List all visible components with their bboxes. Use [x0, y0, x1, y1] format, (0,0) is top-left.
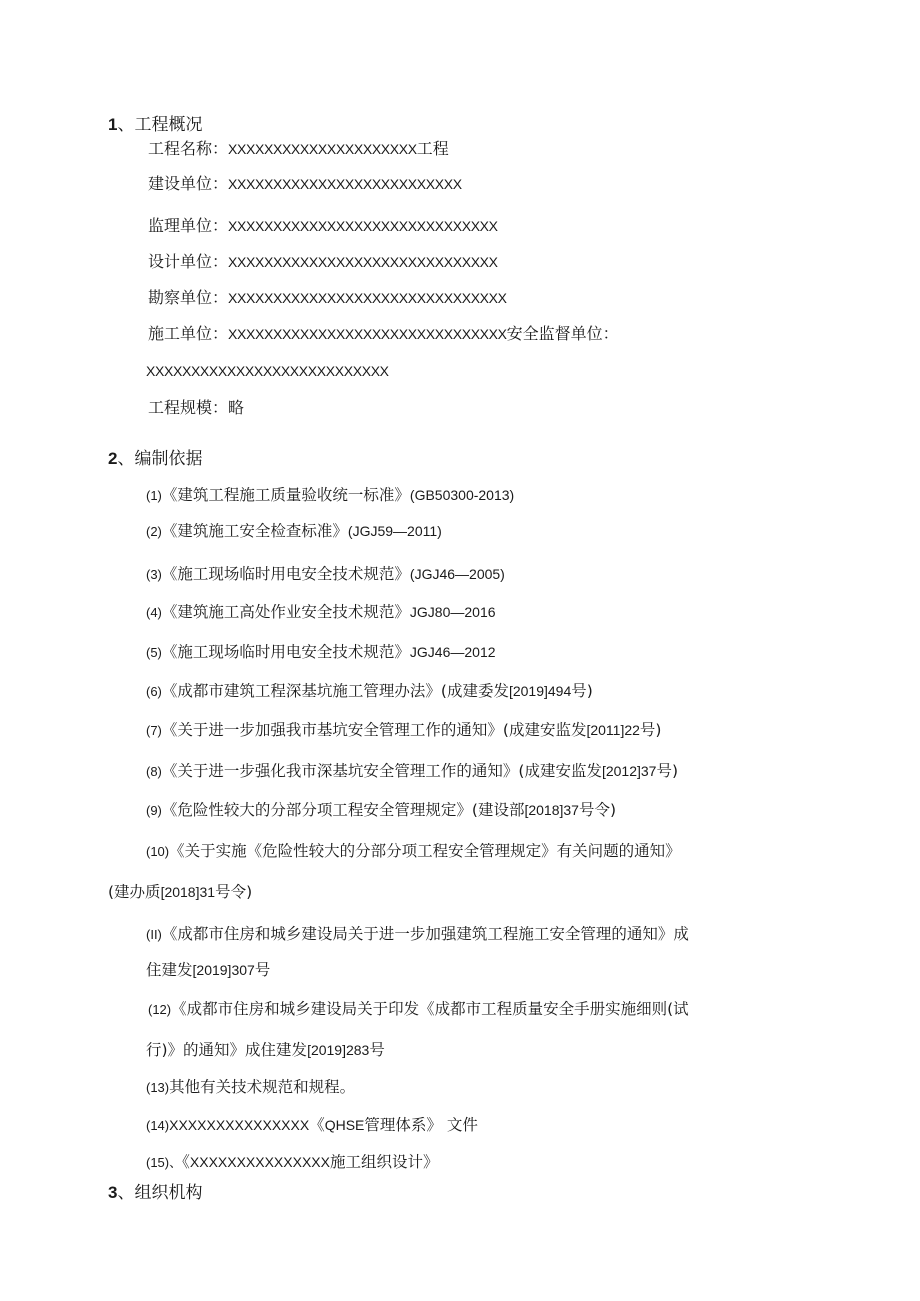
reference-continuation	[146, 960, 270, 980]
reference-title: 《关于进一步加强我市基坑安全管理工作的通知》(成建安监发	[161, 721, 587, 739]
reference-title: 《建筑施工高处作业安全技术规范》	[161, 603, 410, 621]
reference-title: 《建筑施工安全检查标准》	[161, 522, 348, 540]
designer-value: XXXXXXXXXXXXXXXXXXXXXXXXXXXXXX	[228, 254, 498, 270]
reference-item	[146, 841, 681, 862]
reference-title: 《施工现场临时用电安全技术规范》	[161, 565, 410, 583]
scale-value: 略	[228, 398, 245, 417]
reference-item	[146, 720, 661, 741]
section-number: 2	[108, 449, 118, 468]
section-separator: 、	[117, 1183, 135, 1203]
reference-tail: 号	[254, 961, 271, 979]
contractor-line	[148, 324, 619, 344]
reference-code: XXXXXXXXXXXXXXX	[189, 1154, 330, 1170]
reference-title: 其他有关技术规范和规程。	[169, 1078, 356, 1096]
reference-index: (4)	[146, 605, 162, 620]
survey-line	[148, 288, 507, 308]
section-title: 工程概况	[134, 115, 203, 135]
reference-tail: 施工组织设计》	[329, 1153, 439, 1171]
reference-tail: 号令)	[578, 801, 617, 819]
reference-item	[146, 924, 689, 945]
project-name-label: 工程名称：	[148, 139, 229, 158]
reference-index: (12)	[148, 1002, 172, 1017]
reference-item	[146, 800, 616, 821]
reference-title: 《成都市建筑工程深基坑施工管理办法》(成建委发	[161, 682, 509, 700]
section-number: 1	[108, 115, 118, 134]
reference-index: (9)	[146, 803, 162, 818]
reference-code: [2019]283	[307, 1042, 370, 1058]
safety-value-line	[146, 361, 389, 381]
builder-value: XXXXXXXXXXXXXXXXXXXXXXXXXX	[228, 176, 462, 192]
reference-tail: 号令)	[215, 883, 253, 901]
reference-title: 行)》的通知》成住建发	[146, 1041, 308, 1059]
reference-item	[146, 1152, 438, 1173]
section-separator: 、	[117, 449, 135, 469]
reference-index: (2)	[146, 524, 162, 539]
reference-title: 《关于进一步强化我市深基坑安全管理工作的通知》(成建安监发	[161, 762, 602, 780]
designer-line	[148, 252, 498, 272]
reference-title: 《危险性较大的分部分项工程安全管理规定》(建设部	[161, 801, 525, 819]
builder-label: 建设单位：	[148, 174, 229, 193]
reference-item	[146, 1115, 478, 1136]
reference-index: (13)	[146, 1080, 170, 1095]
section-title: 组织机构	[134, 1183, 203, 1203]
reference-title: 《建筑工程施工质量验收统一标准》	[161, 486, 410, 504]
safety-value: XXXXXXXXXXXXXXXXXXXXXXXXXXX	[146, 363, 389, 379]
reference-index: (3)	[146, 567, 162, 582]
reference-code: [2018]31	[160, 884, 216, 900]
project-name-value: XXXXXXXXXXXXXXXXXXXXX	[228, 141, 417, 157]
reference-index: (10)	[146, 844, 170, 859]
section-heading-overview	[108, 115, 202, 135]
reference-continuation	[108, 882, 252, 902]
section-heading-organization	[108, 1183, 202, 1203]
reference-code: [2012]37	[601, 763, 657, 779]
section-heading-basis	[108, 449, 202, 469]
reference-title: 《施工现场临时用电安全技术规范》	[161, 643, 410, 661]
reference-index: (15)、	[146, 1155, 183, 1170]
section-separator: 、	[117, 115, 135, 135]
reference-code: (JGJ59—2011)	[347, 523, 442, 539]
reference-tail: 管理体系》 文件	[364, 1116, 478, 1134]
reference-title: 住建发	[146, 961, 193, 979]
survey-label: 勘察单位：	[148, 288, 229, 307]
builder-line	[148, 174, 462, 194]
reference-title: 《成都市住房和城乡建设局关于进一步加强建筑工程施工安全管理的通知》成	[161, 925, 689, 943]
reference-item	[146, 521, 442, 542]
supervisor-label: 监理单位：	[148, 216, 229, 235]
reference-item	[146, 681, 593, 702]
reference-tail: 号)	[639, 721, 662, 739]
reference-continuation	[146, 1040, 385, 1060]
reference-item	[146, 485, 514, 506]
reference-code: (JGJ46—2005)	[409, 566, 505, 582]
reference-code: [2011]22	[586, 722, 640, 738]
supervisor-line	[148, 216, 498, 236]
reference-item	[146, 602, 496, 623]
safety-label: 安全监督单位：	[506, 324, 619, 343]
reference-index: (5)	[146, 645, 162, 660]
reference-title: (建办质	[108, 883, 161, 901]
reference-index: (II)	[146, 927, 162, 942]
reference-index: (6)	[146, 684, 162, 699]
reference-index: (8)	[146, 764, 162, 779]
project-name-line	[148, 139, 449, 159]
reference-code: JGJ80—2016	[409, 604, 496, 620]
reference-index: (7)	[146, 723, 162, 738]
reference-title: 《	[182, 1153, 190, 1171]
designer-label: 设计单位：	[148, 252, 229, 271]
reference-item	[146, 564, 505, 585]
reference-tail: 号	[369, 1041, 385, 1059]
reference-code-qhse: QHSE	[324, 1117, 365, 1133]
reference-code: [2018]37	[524, 802, 579, 818]
project-name-suffix: 工程	[416, 139, 449, 158]
supervisor-value: XXXXXXXXXXXXXXXXXXXXXXXXXXXXXX	[228, 218, 498, 234]
reference-item	[146, 761, 678, 782]
reference-code: XXXXXXXXXXXXXXX	[169, 1117, 310, 1133]
scale-label: 工程规模：	[148, 398, 229, 417]
reference-item	[146, 642, 496, 663]
reference-tail: 号)	[571, 682, 593, 700]
reference-code: (GB50300-2013)	[409, 487, 515, 503]
section-title: 编制依据	[134, 449, 203, 469]
reference-code: [2019]307	[192, 962, 255, 978]
scale-line	[148, 398, 244, 418]
reference-title: 《	[309, 1116, 325, 1134]
survey-value: XXXXXXXXXXXXXXXXXXXXXXXXXXXXXXX	[228, 290, 507, 306]
reference-tail: 号)	[656, 762, 679, 780]
contractor-label: 施工单位：	[148, 324, 229, 343]
reference-item	[148, 999, 689, 1020]
reference-code: JGJ46—2012	[409, 644, 496, 660]
reference-code: [2019]494	[508, 683, 572, 699]
reference-title: 《关于实施《危险性较大的分部分项工程安全管理规定》有关问题的通知》	[169, 842, 681, 860]
reference-index: (14)	[146, 1118, 170, 1133]
reference-item	[146, 1077, 355, 1098]
contractor-value: XXXXXXXXXXXXXXXXXXXXXXXXXXXXXXX	[228, 326, 507, 342]
section-number: 3	[108, 1183, 118, 1202]
reference-title: 《成都市住房和城乡建设局关于印发《成都市工程质量安全手册实施细则(试	[171, 1000, 689, 1018]
reference-index: (1)	[146, 488, 162, 503]
